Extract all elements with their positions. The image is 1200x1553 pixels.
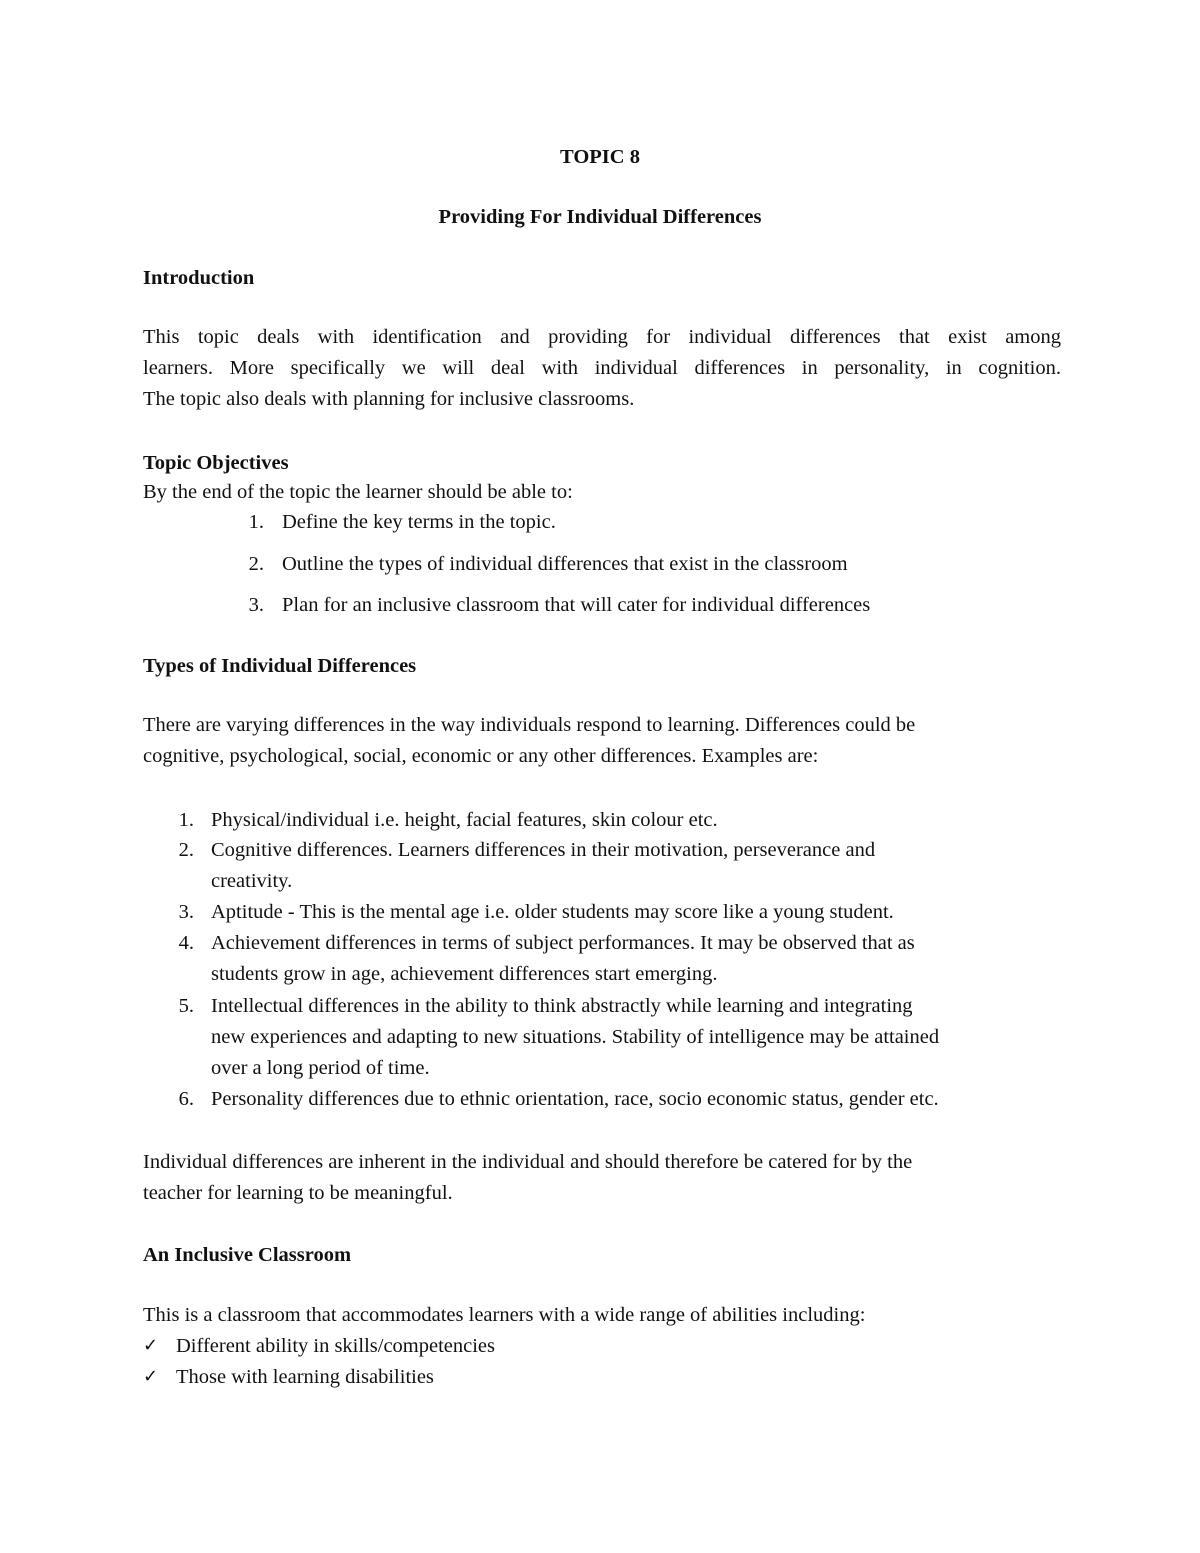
checkmark-icon: ✓: [143, 1335, 159, 1356]
list-number: 3.: [178, 901, 194, 923]
list-number: 1.: [248, 511, 264, 533]
list-item-text: Outline the types of individual differences that exist in the classroom: [282, 553, 848, 575]
list-item-text: new experiences and adapting to new situations. Stability of intelligence may be attained: [211, 1026, 940, 1048]
introduction-line: This topic deals with identification and providing for individual differences that exist among: [143, 326, 1061, 348]
introduction-line: learners. More specifically we will deal with individual differences in personality, in cognition.: [143, 357, 1061, 379]
types-heading: Types of Individual Differences: [143, 655, 417, 677]
list-item-text: Cognitive differences. Learners differences in their motivation, perseverance and: [211, 839, 876, 861]
checkmark-icon: ✓: [143, 1366, 159, 1387]
page-title: TOPIC 8: [560, 146, 640, 168]
list-item-text: creativity.: [211, 870, 293, 892]
inclusive-heading: An Inclusive Classroom: [143, 1244, 352, 1266]
list-item-text: Personality differences due to ethnic orientation, race, socio economic status, gender etc.: [211, 1088, 939, 1110]
list-item-text: Aptitude - This is the mental age i.e. older students may score like a young student.: [211, 901, 894, 923]
types-intro-line: There are varying differences in the way individuals respond to learning. Differences could be: [143, 714, 916, 736]
list-number: 1.: [178, 809, 194, 831]
list-number: 2.: [248, 553, 264, 575]
list-number: 4.: [178, 932, 194, 954]
types-closing-line: Individual differences are inherent in the individual and should therefore be catered for by the: [143, 1151, 913, 1173]
inclusive-lead: This is a classroom that accommodates learners with a wide range of abilities including:: [143, 1304, 866, 1326]
list-item-text: students grow in age, achievement differences start emerging.: [211, 963, 718, 985]
checklist-item-text: Those with learning disabilities: [176, 1366, 434, 1388]
introduction-heading: Introduction: [143, 267, 255, 289]
list-item-text: Plan for an inclusive classroom that will cater for individual differences: [282, 594, 871, 616]
list-item-text: Achievement differences in terms of subject performances. It may be observed that as: [211, 932, 915, 954]
objectives-lead: By the end of the topic the learner should be able to:: [143, 481, 573, 503]
list-number: 2.: [178, 839, 194, 861]
introduction-line: The topic also deals with planning for inclusive classrooms.: [143, 388, 635, 410]
list-item-text: over a long period of time.: [211, 1057, 430, 1079]
list-item-text: Physical/individual i.e. height, facial features, skin colour etc.: [211, 809, 718, 831]
list-number: 6.: [178, 1088, 194, 1110]
objectives-heading: Topic Objectives: [143, 452, 289, 474]
types-intro-line: cognitive, psychological, social, economic or any other differences. Examples are:: [143, 745, 819, 767]
list-item-text: Intellectual differences in the ability to think abstractly while learning and integrating: [211, 995, 913, 1017]
list-number: 3.: [248, 594, 264, 616]
list-number: 5.: [178, 995, 194, 1017]
types-closing-line: teacher for learning to be meaningful.: [143, 1182, 453, 1204]
list-item-text: Define the key terms in the topic.: [282, 511, 556, 533]
checklist-item-text: Different ability in skills/competencies: [176, 1335, 496, 1357]
page-subtitle: Providing For Individual Differences: [438, 206, 762, 228]
